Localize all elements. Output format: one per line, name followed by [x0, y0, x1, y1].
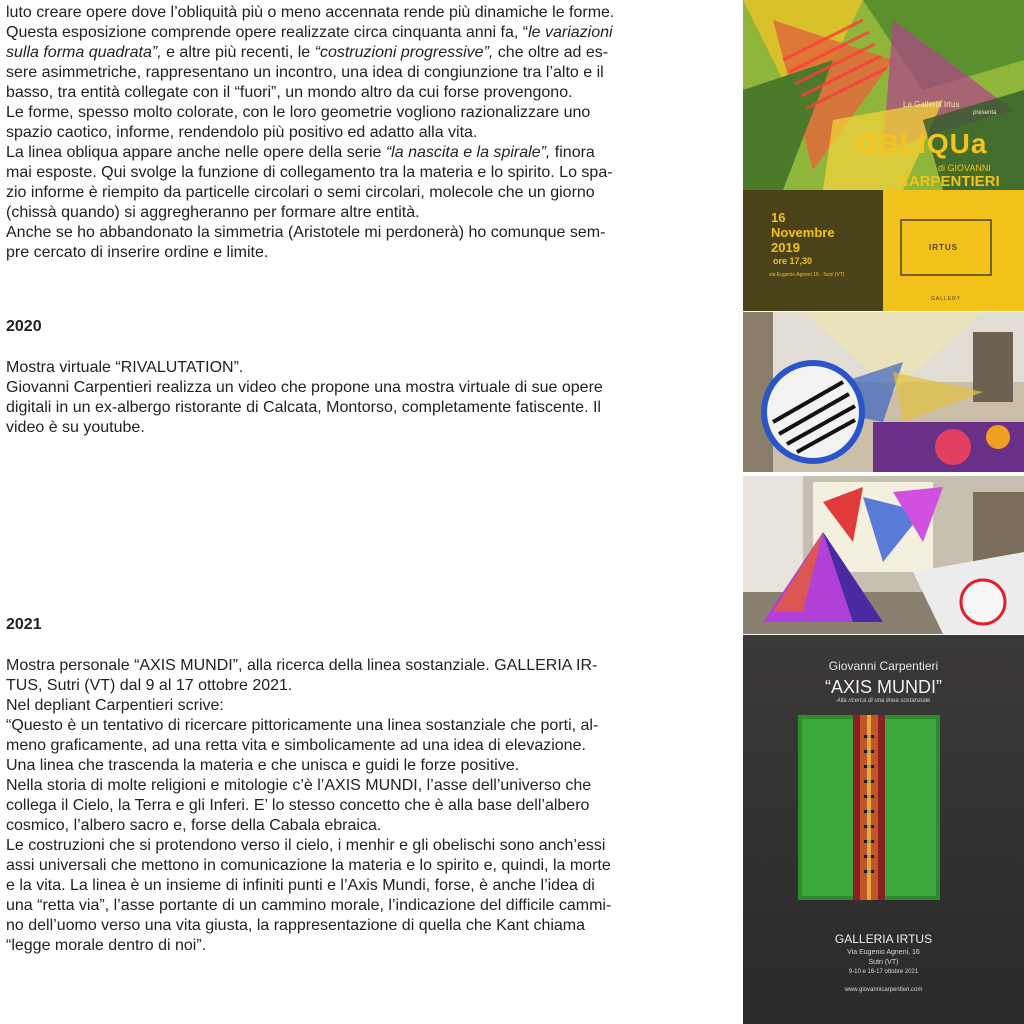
text-line: Nella storia di molte religioni e mitologie c’è l’AXIS MUNDI, l’asse dell’universo che [6, 777, 592, 794]
section-2021 [6, 656, 718, 956]
text-line: meno graficamente, ad una retta vita e simbolicamente ad una idea di elevazione. [6, 737, 586, 754]
text-line: mai esposte. Qui svolge la funzione di collegamento tra la materia e lo spirito. Lo spa- [6, 164, 613, 181]
text-line: assi universali che mettono in comunicazione la materia e lo spirito e, quindi, la morte [6, 857, 611, 874]
text-line: Le costruzioni che si protendono verso il cielo, i menhir e gli obelischi sono anch’essi [6, 837, 606, 854]
text-line: Anche se ho abbandonato la simmetria (Aristotele mi perdonerà) ho comunque sem- [6, 224, 606, 241]
poster-axis-title: “AXIS MUNDI” [825, 677, 942, 697]
poster-title: OBLIQUa [856, 128, 988, 159]
text-line: “Questo è un tentativo di ricercare pittoricamente una linea sostanziale che porti, al- [6, 717, 599, 734]
text-line: video è su youtube. [6, 419, 145, 436]
text-line: basso, tra entità collegate con il “fuori”, un mondo altro da cui forse provengono. [6, 84, 573, 101]
poster-date-year: 2019 [771, 240, 800, 255]
text-line: sere asimmetriche, rappresentano un incontro, una idea di congiunzione tra l’alto e il [6, 64, 604, 81]
poster-axis-gallery: GALLERIA IRTUS [834, 932, 933, 946]
text-line: no dell’uomo verso una vita giusta, la rappresentazione di quella che Kant chiama [6, 917, 586, 934]
poster-gallery-name: La Galleria Irtus [903, 100, 960, 109]
poster-axis-subtitle: Alla ricerca di una linea sostanziale [836, 698, 931, 704]
text-line: digitali in un ex-albergo ristorante di Calcata, Montorso, completamente fatiscente. Il [6, 399, 601, 416]
poster-address: via Eugenio Agneni 16 - Sutri (VT) [769, 272, 845, 278]
intro-text [6, 3, 718, 263]
irtus-logo-sub: GALLERY [931, 296, 961, 302]
poster-axis-mundi [743, 635, 1024, 1024]
axis-mundi-painting [798, 715, 940, 900]
text-line: La linea obliqua appare anche nelle opere della serie “la nascita e la spirale”, finora [6, 144, 595, 161]
poster-presenta: presenta [973, 110, 997, 116]
poster-axis-city: Sutri (VT) [868, 959, 899, 966]
text-line: una “retta via”, l’asse portante di un cammino morale, l’indicazione del difficile cammi- [6, 897, 612, 914]
rivalutation-virtual-exhibition-image [743, 312, 1024, 634]
year-heading-2021: 2021 [6, 616, 42, 633]
poster-obliqua [743, 0, 1024, 311]
year-heading-2020: 2020 [6, 318, 42, 335]
poster-di: di GIOVANNI [938, 163, 991, 173]
poster-date-month: Novembre [771, 225, 835, 240]
poster-axis-artist: Giovanni Carpentieri [828, 659, 939, 673]
poster-axis-dates: 9-10 e 16-17 ottobre 2021 [848, 969, 919, 975]
poster-axis-street: Via Eugenio Agneni, 16 [847, 949, 920, 956]
text-line: Giovanni Carpentieri realizza un video che propone una mostra virtuale di sue opere [6, 379, 603, 396]
text-line: luto creare opere dove l’obliquità più o meno accennata rende più dinamiche le forme. [6, 4, 615, 21]
text-line: Una linea che trascenda la materia e che unisca e guidi le forze positive. [6, 757, 520, 774]
text-line: Mostra personale “AXIS MUNDI”, alla ricerca della linea sostanziale. GALLERIA IR- [6, 657, 598, 674]
poster-axis-website: www.giovannicarpentieri.com [844, 987, 923, 993]
text-line: collega il Cielo, la Terra e gli Inferi. E’ lo stesso concetto che è alla base dell’albero [6, 797, 590, 814]
section-2020 [6, 358, 718, 438]
text-line: pre cercato di inserire ordine e limite. [6, 244, 269, 261]
text-line: sulla forma quadrata”, e altre più recenti, le “costruzioni progressive”, che oltre ad es- [6, 44, 609, 61]
text-line: Nel depliant Carpentieri scrive: [6, 697, 224, 714]
text-line: cosmico, l’albero sacro e, forse della Cabala ebraica. [6, 817, 382, 834]
text-line: e la vita. La linea è un insieme di infiniti punti e l’Axis Mundi, forse, è anche l’idea di [6, 877, 595, 894]
text-line: Le forme, spesso molto colorate, con le loro geometrie vogliono razionalizzare uno [6, 104, 591, 121]
text-line: TUS, Sutri (VT) dal 9 al 17 ottobre 2021. [6, 677, 293, 694]
poster-time: ore 17,30 [773, 256, 813, 266]
poster-date-day: 16 [771, 210, 786, 225]
poster-artist: CARPENTIERI [898, 173, 1000, 190]
text-line: “legge morale dentro di noi”. [6, 937, 207, 954]
text-line: zio informe è riempito da particelle circolari o semi circolari, molecole che un giorno [6, 184, 595, 201]
text-line: spazio caotico, informe, rendendolo più positivo ed adatto alla vita. [6, 124, 478, 141]
text-line: Mostra virtuale “RIVALUTATION”. [6, 359, 244, 376]
text-line: Questa esposizione comprende opere realizzate circa cinquanta anni fa, “le variazioni [6, 24, 613, 41]
text-line: (chissà quando) si aggregheranno per formare altre entità. [6, 204, 420, 221]
irtus-logo: IRTUS [929, 243, 958, 252]
